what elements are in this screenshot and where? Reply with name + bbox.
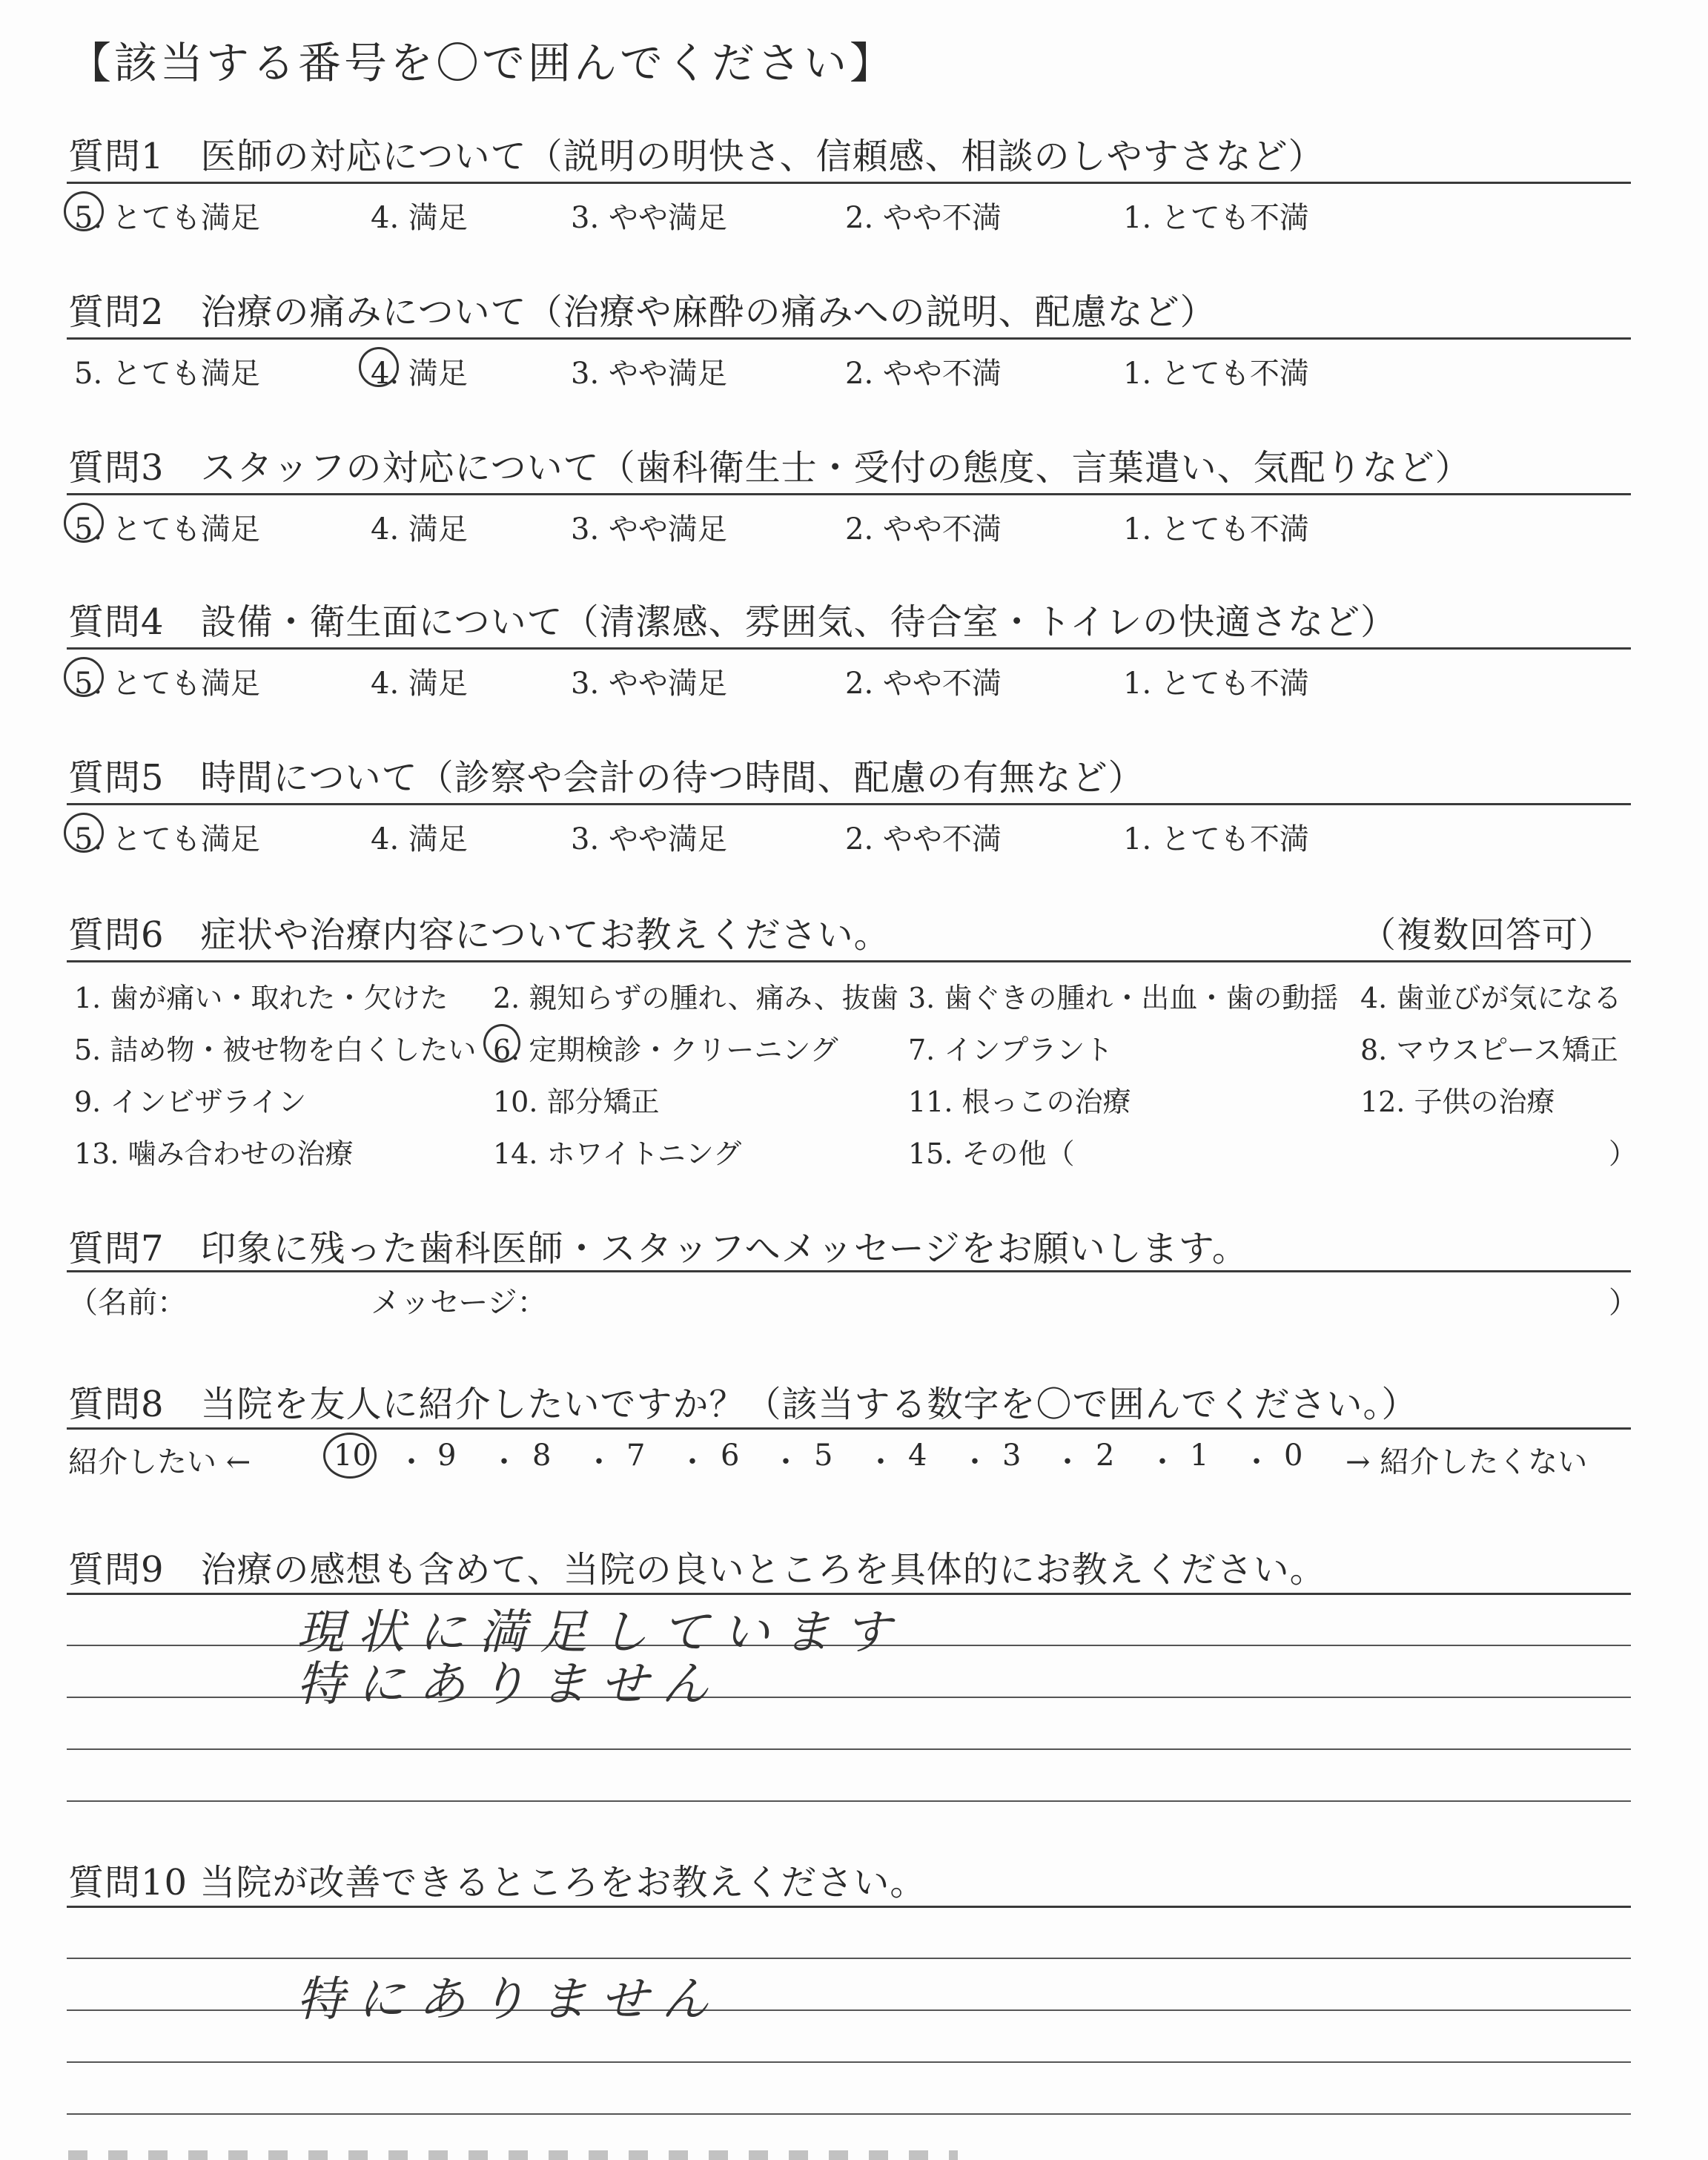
q6-option-9[interactable]: 9. インビザライン xyxy=(74,1086,307,1118)
q8-score-8[interactable]: 8 xyxy=(532,1439,552,1473)
q6-option-1[interactable]: 1. 歯が痛い・取れた・欠けた xyxy=(74,982,448,1014)
q8-score-6[interactable]: 6 xyxy=(721,1439,740,1473)
cut-off-footer-text xyxy=(68,2141,958,2160)
q6-option-13[interactable]: 13. 噛み合わせの治療 xyxy=(74,1137,354,1170)
question-4-label: 質問4 設備・衛生面について（清潔感、雰囲気、待合室・トイレの快適さなど） xyxy=(68,601,1397,643)
q8-dot: ・ xyxy=(489,1445,519,1479)
question-2-divider xyxy=(67,337,1631,340)
q3-option-1[interactable]: 1. とても不満 xyxy=(1123,512,1309,546)
q8-dot: ・ xyxy=(771,1445,801,1479)
q6-option-7[interactable]: 7. インプラント xyxy=(908,1034,1113,1066)
q4-selected-circle xyxy=(64,657,104,697)
question-4-divider xyxy=(67,647,1631,650)
question-6-note: （複数回答可） xyxy=(1360,914,1615,956)
q8-dot: ・ xyxy=(960,1445,990,1479)
q5-option-2[interactable]: 2. やや不満 xyxy=(845,822,1002,856)
question-6-label: 質問6 症状や治療内容についてお教えください。 xyxy=(68,914,890,956)
q2-selected-circle xyxy=(359,347,399,387)
q6-option-5[interactable]: 5. 詰め物・被せ物を白くしたい xyxy=(74,1034,477,1066)
question-9-label: 質問9 治療の感想も含めて、当院の良いところを具体的にお教えください。 xyxy=(68,1549,1326,1591)
q1-option-1[interactable]: 1. とても不満 xyxy=(1123,201,1309,235)
question-5-divider xyxy=(67,803,1631,805)
question-7-label: 質問7 印象に残った歯科医師・スタッフへメッセージをお願いします。 xyxy=(68,1228,1248,1269)
q8-selected-circle xyxy=(323,1433,377,1479)
q1-option-5[interactable]: 5. とても満足 xyxy=(74,201,260,235)
q7-close-paren: ） xyxy=(1609,1286,1638,1320)
question-5-label: 質問5 時間について（診察や会計の待つ時間、配慮の有無など） xyxy=(68,757,1145,799)
q6-option-10[interactable]: 10. 部分矯正 xyxy=(493,1086,660,1118)
q8-dot: ・ xyxy=(1053,1445,1082,1479)
page-title: 【該当する番号を〇で囲んでください】 xyxy=(68,38,896,88)
q8-dot: ・ xyxy=(678,1445,707,1479)
question-2-label: 質問2 治療の痛みについて（治療や麻酔の痛みへの説明、配慮など） xyxy=(68,291,1217,333)
q8-score-2[interactable]: 2 xyxy=(1096,1439,1115,1473)
q10-handwritten-answer: 特にありません xyxy=(297,1972,722,2027)
q8-dot: ・ xyxy=(584,1445,614,1479)
q2-option-3[interactable]: 3. やや満足 xyxy=(571,357,727,391)
q5-option-4[interactable]: 4. 満足 xyxy=(371,822,468,856)
question-6-divider xyxy=(67,960,1631,962)
q8-score-0[interactable]: 0 xyxy=(1284,1439,1303,1473)
q8-score-4[interactable]: 4 xyxy=(908,1439,927,1473)
q3-selected-circle xyxy=(64,503,104,543)
q8-right-label: → 紹介したくない xyxy=(1345,1445,1588,1479)
question-1-divider xyxy=(67,182,1631,184)
q8-score-5[interactable]: 5 xyxy=(814,1439,833,1473)
q6-option-15-close: ） xyxy=(1609,1137,1638,1170)
q8-dot: ・ xyxy=(1242,1445,1271,1479)
q4-option-1[interactable]: 1. とても不満 xyxy=(1123,667,1309,701)
q1-selected-circle xyxy=(64,191,104,231)
q8-dot: ・ xyxy=(866,1445,896,1479)
q2-option-1[interactable]: 1. とても不満 xyxy=(1123,357,1309,391)
q6-option-8[interactable]: 8. マウスピース矯正 xyxy=(1360,1034,1618,1066)
q9-handwritten-answer-line-2: 特にありません xyxy=(297,1657,722,1712)
q7-message-label: メッセージ： xyxy=(371,1286,547,1320)
q3-option-2[interactable]: 2. やや不満 xyxy=(845,512,1002,546)
q8-score-3[interactable]: 3 xyxy=(1002,1439,1022,1473)
q9-answer-line xyxy=(67,1748,1631,1750)
q6-option-12[interactable]: 12. 子供の治療 xyxy=(1360,1086,1555,1118)
question-10-divider xyxy=(67,1906,1631,1908)
q5-selected-circle xyxy=(64,813,104,853)
question-7-divider xyxy=(67,1270,1631,1272)
q6-option-15[interactable]: 15. その他（ xyxy=(908,1137,1075,1170)
q8-score-1[interactable]: 1 xyxy=(1190,1439,1209,1473)
q4-option-3[interactable]: 3. やや満足 xyxy=(571,667,727,701)
question-8-label: 質問8 当院を友人に紹介したいですか？（該当する数字を〇で囲んでください。） xyxy=(68,1384,1418,1425)
q6-option-4[interactable]: 4. 歯並びが気になる xyxy=(1360,982,1622,1014)
q8-score-9[interactable]: 9 xyxy=(437,1439,457,1473)
q6-selected-circle xyxy=(483,1024,520,1063)
q8-dot: ・ xyxy=(397,1445,426,1479)
q4-option-2[interactable]: 2. やや不満 xyxy=(845,667,1002,701)
q7-name-label: （名前： xyxy=(68,1286,187,1320)
q6-option-6[interactable]: 6. 定期検診・クリーニング xyxy=(493,1034,838,1066)
q4-option-5[interactable]: 5. とても満足 xyxy=(74,667,260,701)
question-8-divider xyxy=(67,1427,1631,1430)
question-10-label: 質問10 当院が改善できるところをお教えください。 xyxy=(68,1862,927,1903)
q5-option-3[interactable]: 3. やや満足 xyxy=(571,822,727,856)
q6-option-14[interactable]: 14. ホワイトニング xyxy=(493,1137,742,1170)
q10-answer-line xyxy=(67,2113,1631,2115)
q3-option-4[interactable]: 4. 満足 xyxy=(371,512,468,546)
q8-dot: ・ xyxy=(1148,1445,1177,1479)
q1-option-2[interactable]: 2. やや不満 xyxy=(845,201,1002,235)
question-3-label: 質問3 スタッフの対応について（歯科衛生士・受付の態度、言葉遣い、気配りなど） xyxy=(68,447,1472,489)
q8-score-7[interactable]: 7 xyxy=(626,1439,646,1473)
q1-option-4[interactable]: 4. 満足 xyxy=(371,201,468,235)
q9-answer-line xyxy=(67,1800,1631,1802)
q9-handwritten-answer-line-1: 現状に満足しています xyxy=(297,1605,904,1660)
q5-option-5[interactable]: 5. とても満足 xyxy=(74,822,260,856)
q6-option-11[interactable]: 11. 根っこの治療 xyxy=(908,1086,1131,1118)
q2-option-4[interactable]: 4. 満足 xyxy=(371,357,468,391)
q8-score-10[interactable]: 10 xyxy=(334,1439,371,1473)
q2-option-2[interactable]: 2. やや不満 xyxy=(845,357,1002,391)
q2-option-5[interactable]: 5. とても満足 xyxy=(74,357,260,391)
q8-left-label: 紹介したい ← xyxy=(68,1445,251,1479)
q5-option-1[interactable]: 1. とても不満 xyxy=(1123,822,1309,856)
q10-answer-line xyxy=(67,1958,1631,1959)
q3-option-3[interactable]: 3. やや満足 xyxy=(571,512,727,546)
q3-option-5[interactable]: 5. とても満足 xyxy=(74,512,260,546)
q4-option-4[interactable]: 4. 満足 xyxy=(371,667,468,701)
q6-option-2[interactable]: 2. 親知らずの腫れ、痛み、抜歯 xyxy=(493,982,898,1014)
question-3-divider xyxy=(67,493,1631,495)
q1-option-3[interactable]: 3. やや満足 xyxy=(571,201,727,235)
q6-option-3[interactable]: 3. 歯ぐきの腫れ・出血・歯の動揺 xyxy=(908,982,1339,1014)
question-1-label: 質問1 医師の対応について（説明の明快さ、信頼感、相談のしやすさなど） xyxy=(68,136,1325,177)
q10-answer-line xyxy=(67,2061,1631,2063)
